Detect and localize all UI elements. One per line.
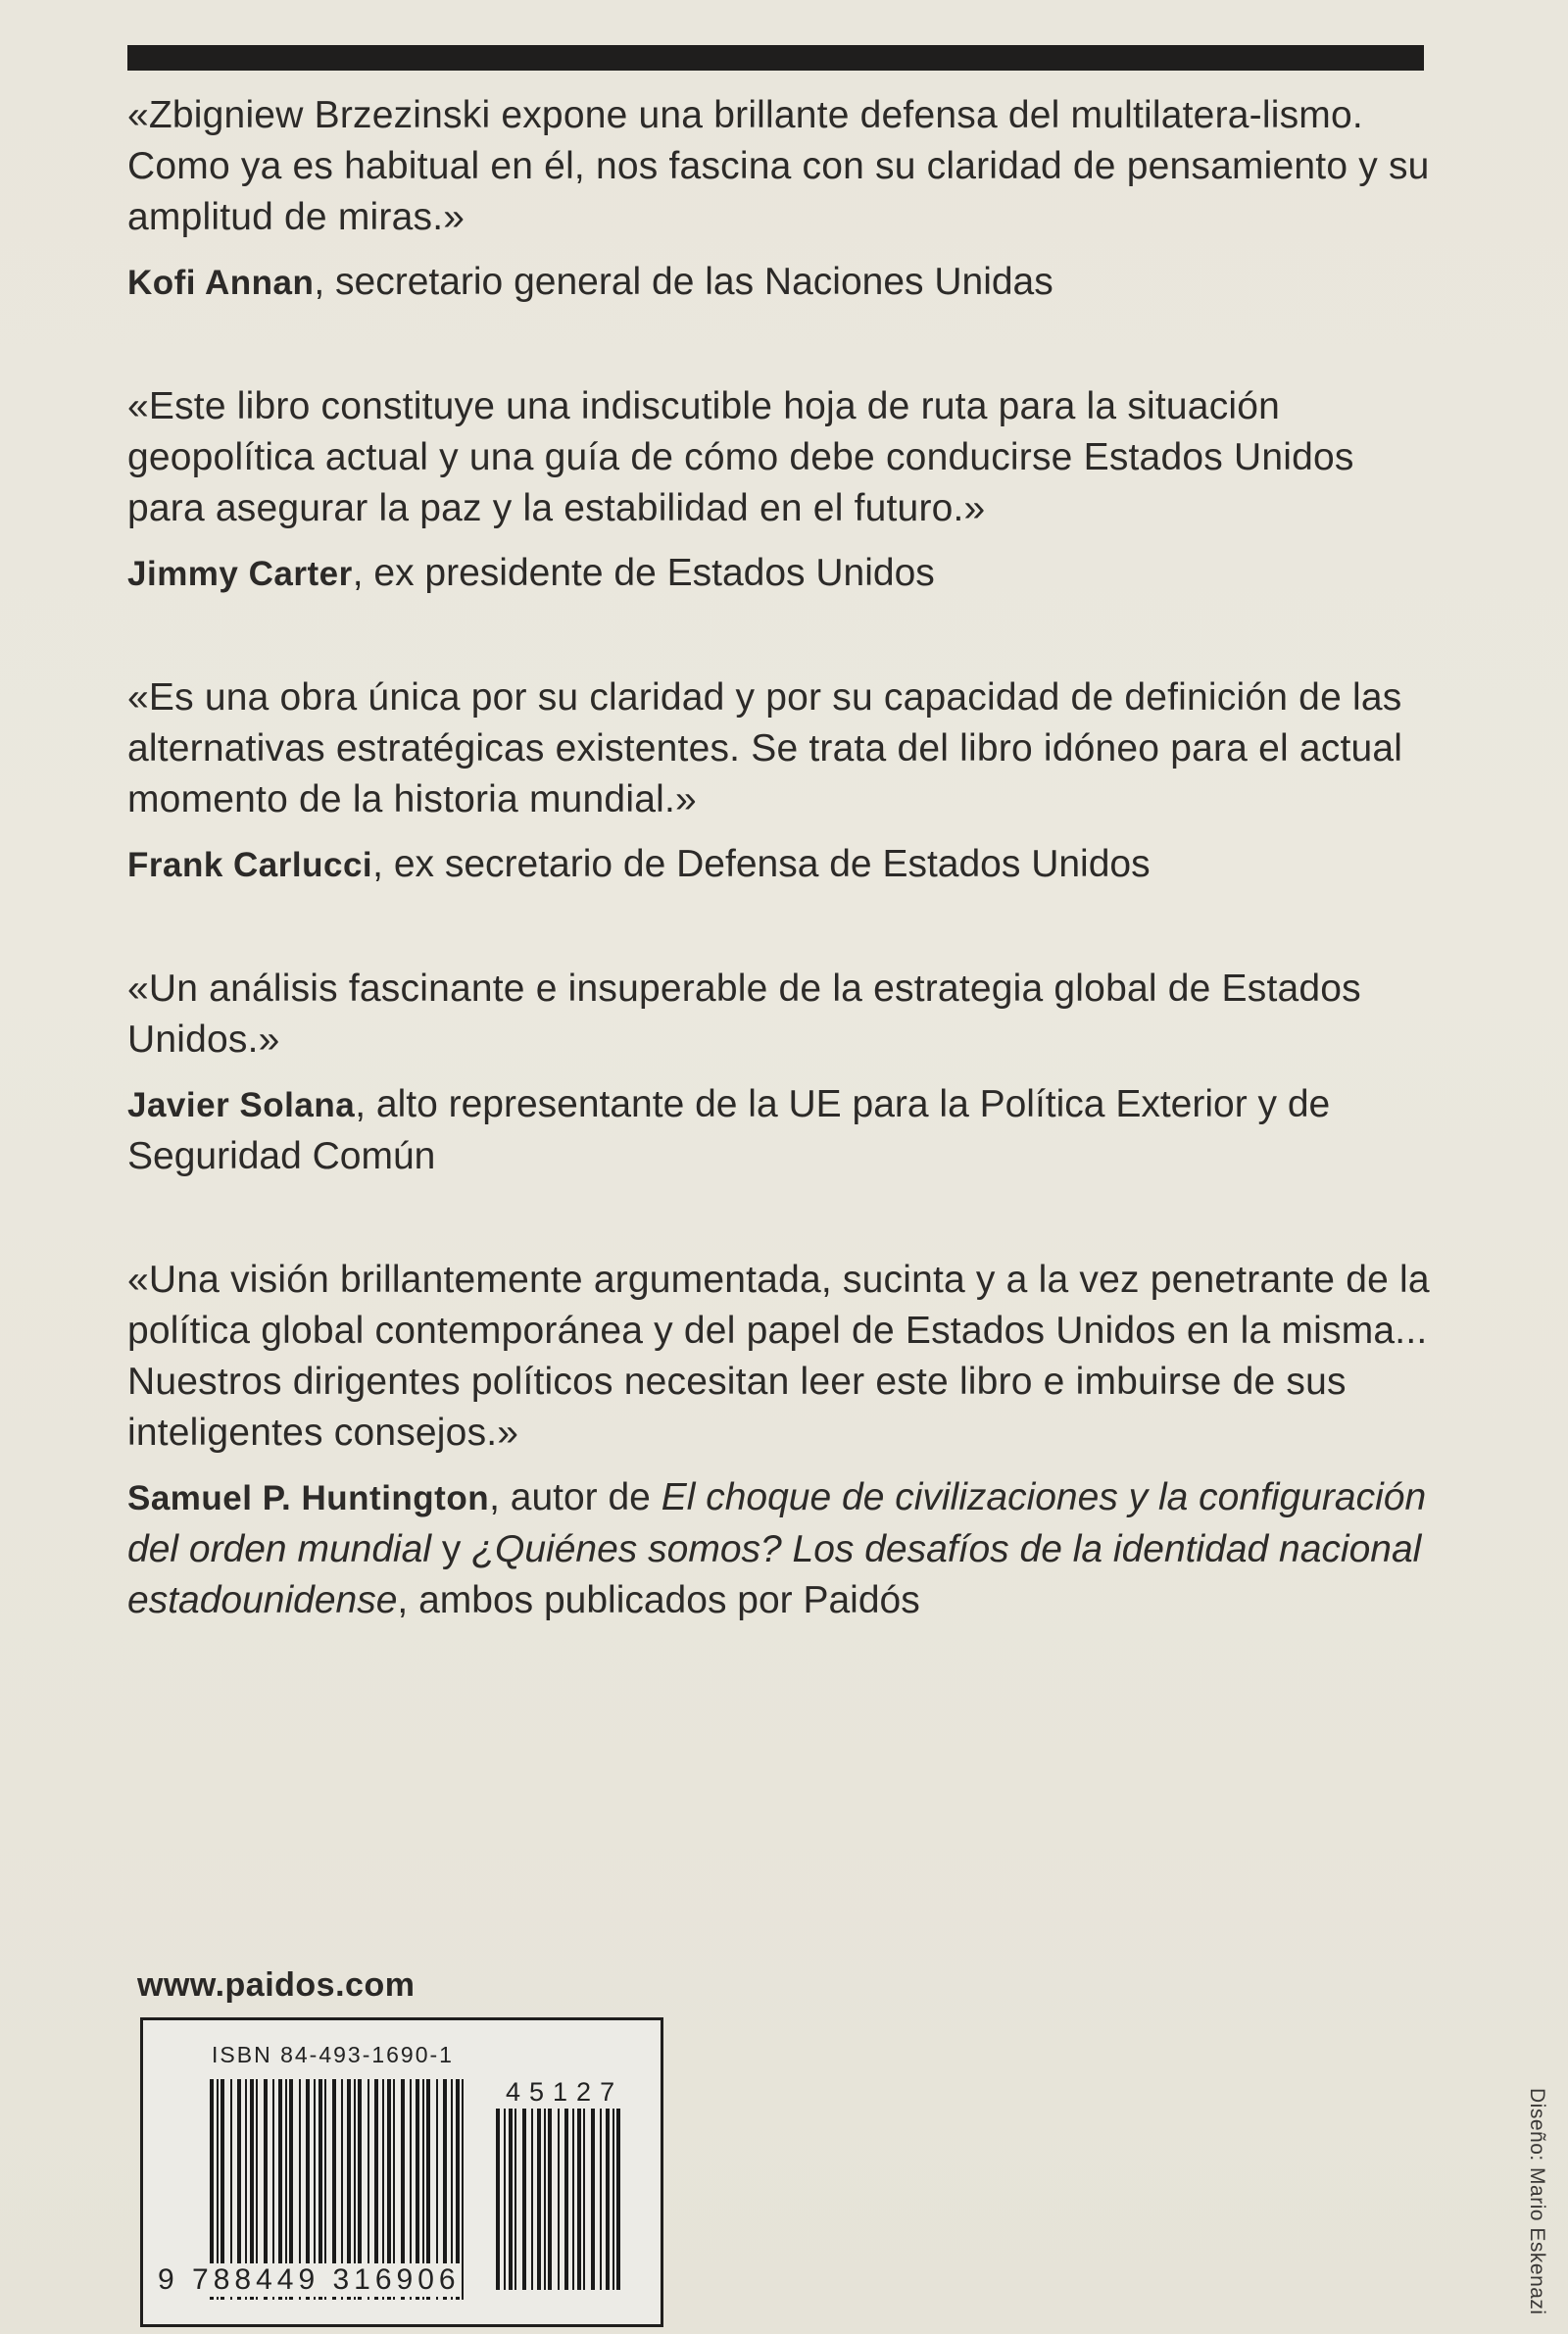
- quote-text: «Zbigniew Brzezinski expone una brillante defensa del multilatera-lismo. Como ya es habitual en él, nos fascina con su claridad de pensamiento y su amplitud de miras.»: [127, 94, 1430, 238]
- quote-author: Kofi Annan: [127, 264, 315, 302]
- author-role: , secretario general de las Naciones Unidas: [314, 261, 1054, 303]
- quote-author: Samuel P. Huntington: [127, 1479, 490, 1517]
- author-role: , ex secretario de Defensa de Estados Unidos: [372, 843, 1151, 885]
- attribution: [127, 1472, 1441, 1626]
- author-role: , ex presidente de Estados Unidos: [352, 552, 935, 594]
- barcode-bar: [612, 2109, 614, 2290]
- blurb-carter: [127, 381, 1441, 600]
- barcode-bar: [606, 2109, 610, 2290]
- barcode-ean-number: 9 788449 316906: [158, 2263, 461, 2296]
- barcode-bar: [514, 2109, 516, 2290]
- barcode-bar: [548, 2109, 552, 2290]
- attribution: [127, 1079, 1441, 1182]
- author-role-suffix: , ambos publicados por Paidós: [397, 1579, 920, 1621]
- book-title: El choque de civilizaciones y la configuración del orden mundial: [127, 1476, 1427, 1570]
- barcode-bar: [577, 2109, 581, 2290]
- quote-text: «Una visión brillantemente argumentada, sucinta y a la vez penetrante de la política global contemporánea y del papel de Estados Unidos en la misma... Nuestros dirigentes políticos necesitan leer este libro e imbuirse de sus inteligentes consejos.»: [127, 1259, 1430, 1454]
- blurb-carlucci: [127, 672, 1441, 891]
- barcode-bar: [504, 2109, 506, 2290]
- blurb-solana: [127, 964, 1441, 1182]
- book-title: ¿Quiénes somos? Los desafíos de la identidad nacional estadounidense: [127, 1528, 1422, 1621]
- publisher-website: www.paidos.com: [137, 1966, 416, 2004]
- barcode-addon-number: 45127: [506, 2077, 624, 2107]
- barcode-bar: [544, 2109, 546, 2290]
- barcode-bar: [600, 2109, 602, 2290]
- blurbs-section: [127, 90, 1441, 1699]
- barcode-bar: [537, 2109, 541, 2290]
- isbn-number: ISBN 84-493-1690-1: [212, 2042, 454, 2067]
- barcode-bar: [572, 2109, 574, 2290]
- design-credit: Diseño: Mario Eskenazi: [1526, 2088, 1548, 2315]
- barcode-bar: [564, 2109, 568, 2290]
- top-rule: [127, 45, 1424, 71]
- barcode-bar: [496, 2109, 500, 2290]
- barcode-bar: [558, 2109, 560, 2290]
- attribution: [127, 548, 1441, 600]
- barcode-bar: [531, 2109, 533, 2290]
- quote-text: «Es una obra única por su claridad y por su capacidad de definición de las alternativas estratégicas existentes. Se trata del libro idóneo para el actual momento de la historia mundial.»: [127, 676, 1403, 820]
- author-role: , autor de: [489, 1476, 662, 1518]
- barcode-bar: [616, 2109, 620, 2290]
- blurb-huntington: [127, 1255, 1441, 1626]
- quote-author: Jimmy Carter: [127, 555, 353, 593]
- barcode-box: [140, 2017, 663, 2327]
- author-role: , alto representante de la UE para la Política Exterior y de Seguridad Común: [127, 1083, 1331, 1177]
- conjunction: y: [431, 1528, 472, 1570]
- barcode-bar: [591, 2109, 595, 2290]
- quote-text: «Un análisis fascinante e insuperable de la estrategia global de Estados Unidos.»: [127, 968, 1361, 1061]
- quote-author: Frank Carlucci: [127, 846, 373, 884]
- quote-author: Javier Solana: [127, 1086, 356, 1124]
- barcode-bar: [509, 2109, 513, 2290]
- attribution: [127, 839, 1441, 891]
- barcode-bar: [462, 2079, 464, 2300]
- barcode-bar: [522, 2109, 526, 2290]
- barcode-bar: [583, 2109, 585, 2290]
- attribution: [127, 257, 1441, 309]
- quote-text: «Este libro constituye una indiscutible hoja de ruta para la situación geopolítica actual y una guía de cómo debe conducirse Estados Unidos para asegurar la paz y la estabilidad en el futuro.»: [127, 385, 1354, 529]
- blurb-annan: [127, 90, 1441, 309]
